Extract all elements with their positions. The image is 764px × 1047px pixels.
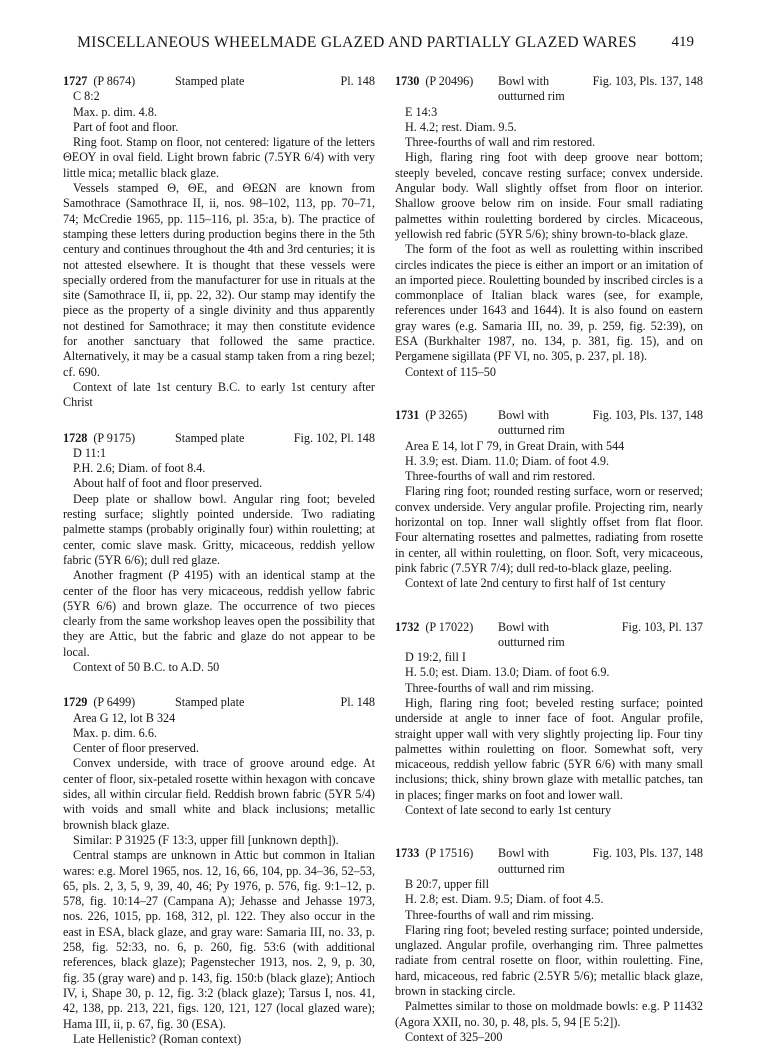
catalogue-number: 1731 — [395, 407, 420, 422]
deposit-field: E 14:3 — [405, 104, 438, 119]
context-paragraph: Context of late second to early 1st century — [405, 803, 612, 818]
figure-reference: Fig. 103, Pls. 137, 148 — [592, 846, 703, 861]
dimensions-field: Max. p. dim. 4.8. — [73, 104, 157, 119]
figure-reference: Fig. 103, Pl. 137 — [621, 619, 703, 634]
entry-heading — [395, 408, 703, 439]
inventory-number: (P 8674) — [93, 74, 136, 88]
deposit-field: D 19:2, fill I — [405, 650, 466, 665]
preservation-field: Three-fourths of wall and rim restored. — [405, 135, 596, 150]
entry-heading — [63, 431, 375, 446]
figure-reference: Fig. 103, Pls. 137, 148 — [592, 74, 703, 88]
inventory-number: (P 6499) — [93, 695, 136, 710]
catalogue-entry-1729 — [63, 695, 375, 1047]
dimensions-field: P.H. 2.6; Diam. of foot 8.4. — [73, 461, 206, 476]
preservation-field: Three-fourths of wall and rim restored. — [405, 469, 596, 484]
running-header — [60, 34, 694, 56]
vessel-type: Bowl with outturned rim — [498, 846, 565, 876]
entry-heading — [395, 620, 703, 651]
preservation-field: Center of floor preserved. — [73, 741, 199, 756]
catalogue-number: 1732 — [395, 619, 420, 634]
preservation-field: Part of foot and floor. — [73, 119, 179, 134]
plate-reference: Pl. 148 — [340, 695, 375, 710]
preservation-field: Three-fourths of wall and rim missing. — [405, 907, 594, 922]
comparanda-paragraph: Palmettes similar to those on moldmade bowls: e.g. P 11432 (Agora XXII, no. 30, p. 48, pls. 5, 94 [E 5:2]). — [395, 999, 703, 1029]
catalogue-number: 1730 — [395, 74, 420, 88]
catalogue-entry-1730 — [395, 74, 703, 380]
running-title: MISCELLANEOUS WHEELMADE GLAZED AND PARTIALLY GLAZED WARES — [77, 34, 637, 51]
description-paragraph: Convex underside, with trace of groove around edge. At center of floor, six-petaled rosette within hexagon with concave sides, all within circular field. Reddish brown fabric (5YR 5/4) with voids and small white and black inclusions; metallic brownish black glaze. — [63, 756, 375, 832]
discussion-paragraph: Another fragment (P 4195) with an identical stamp at the center of the floor has very micaceous, reddish yellow fabric (5YR 6/6) and brown glaze. The occurrence of two pieces clearly from the same workshop leaves open the possibility that they are Attic, but the fabric and glaze do not appear to be local. — [63, 568, 375, 659]
right-column — [395, 74, 703, 1045]
dimensions-field: H. 5.0; est. Diam. 13.0; Diam. of foot 6.9. — [405, 665, 610, 680]
context-paragraph: Context of late 1st century B.C. to early 1st century after Christ — [63, 379, 375, 410]
deposit-field: D 11:1 — [73, 445, 107, 460]
deposit-field: Area G 12, lot B 324 — [73, 710, 176, 725]
catalogue-number: 1727 — [63, 74, 88, 88]
inventory-number: (P 17022) — [425, 619, 474, 634]
inventory-number: (P 17516) — [425, 846, 474, 861]
similar-paragraph: Similar: P 31925 (F 13:3, upper fill [unknown depth]). — [73, 832, 339, 847]
vessel-type: Bowl with outturned rim — [498, 74, 565, 104]
context-paragraph: Context of 325–200 — [405, 1029, 503, 1044]
description-paragraph: High, flaring ring foot with deep groove near bottom; steeply beveled, concave resting surface; convex underside. Angular body. Wall slightly offset from floor on interior. Shallow groove below rim on inside. Four small radiating palmettes within rouletting bordered by circles. Micaceous, yellowish red fabric (5YR 5/6); shiny brown-to-black glaze. — [395, 150, 703, 241]
context-paragraph: Late Hellenistic? (Roman context) — [73, 1031, 242, 1046]
figure-reference: Fig. 103, Pls. 137, 148 — [592, 407, 703, 422]
page-number: 419 — [671, 34, 694, 50]
description-paragraph: Ring foot. Stamp on floor, not centered: ligature of the letters ΘΕΟΥ in oval field. Light brown fabric (7.5YR 6/4) with very little mica; metallic black glaze. — [63, 135, 375, 180]
deposit-field: Area E 14, lot Γ 79, in Great Drain, with 544 — [405, 438, 625, 453]
inventory-number: (P 9175) — [93, 430, 136, 445]
entry-heading — [395, 74, 703, 105]
entry-heading — [63, 74, 375, 89]
discussion-paragraph: The form of the foot as well as rouletting within inscribed circles indicates the piece is either an import or an imitation of an imported piece. Rouletting bounded by inscribed circles is a commonplace of Italian black wares (see, for example, references under 1643 and 1644). It is also found on eastern gray wares (e.g. Samaria III, no. 39, p. 259, fig. 52:39), on ESA (Burkhalter 1987, no. 134, p. 381, fig. 15), and on Pergamene sigillata (PF VI, no. 305, p. 237, pl. 18). — [395, 242, 703, 364]
vessel-type: Stamped plate — [175, 430, 245, 445]
context-paragraph: Context of late 2nd century to first half of 1st century — [405, 576, 666, 591]
description-paragraph: Flaring ring foot; rounded resting surface, worn or reserved; convex underside. Very angular profile. Projecting rim, nearly horizontal on top. Inner wall slightly offset from flat floor. Four alternating rosettes and palmettes, radiating from rosette in center, all within rouletting, on floor. Soft, very micaceous, pink fabric (7.5YR 7/4); dull red-to-black glaze, peeling. — [395, 484, 703, 575]
catalogue-entry-1728 — [63, 431, 375, 676]
preservation-field: Three-fourths of wall and rim missing. — [405, 680, 594, 695]
catalogue-number: 1728 — [63, 430, 88, 445]
catalogue-number: 1729 — [63, 695, 88, 710]
figure-reference: Fig. 102, Pl. 148 — [293, 430, 375, 445]
vessel-type: Bowl with outturned rim — [498, 407, 565, 438]
context-paragraph: Context of 50 B.C. to A.D. 50 — [73, 659, 220, 674]
catalogue-entry-1731 — [395, 408, 703, 592]
discussion-paragraph: Vessels stamped Θ, ΘΕ, and ΘΕΩΝ are known from Samothrace (Samothrace II, ii, nos. 98–102, 113, pp. 70–71, 74; McCredie 1965, pp. 115–116, pl. 35:a, b). The practice of stamping these letters during production begins there in the 5th century and continues throughout the 4th and 3rd centuries; it is not attested elsewhere. It is thought that these vessels were specially ordered from the manufacturer for use in rituals at the site (Samothrace II, ii, pp. 22, 32). Our stamp may identify the piece as the property of a single divinity and thus apparently not destined for Samothrace; it may then constitute evidence for another sanctuary that followed the same practice. Alternatively, it may be a casual stamp taken from a ring bezel; cf. 690. — [63, 181, 375, 379]
description-paragraph: Deep plate or shallow bowl. Angular ring foot; beveled resting surface; slightly pointed underside. Two radiating palmette stamps (probably originally four) within rouletting; at center, comic slave mask. Gritty, micaceous, reddish yellow fabric (5YR 6/6); dull red glaze. — [63, 491, 375, 567]
left-column — [63, 74, 375, 1047]
description-paragraph: Flaring ring foot; beveled resting surface; pointed underside, unglazed. Angular profile, overhanging rim. Three palmettes radiate from central rosette on floor, within rouletting. Fine, hard, micaceous, red fabric (2.5YR 5/6); metallic black glaze, brown in stacking circle. — [395, 922, 703, 999]
catalogue-entry-1732 — [395, 620, 703, 819]
inventory-number: (P 20496) — [425, 74, 474, 88]
vessel-type: Stamped plate — [175, 695, 245, 710]
dimensions-field: H. 4.2; rest. Diam. 9.5. — [405, 119, 517, 134]
deposit-field: B 20:7, upper fill — [405, 876, 489, 891]
context-paragraph: Context of 115–50 — [405, 364, 496, 379]
deposit-field: C 8:2 — [73, 89, 100, 104]
vessel-type: Stamped plate — [175, 74, 245, 88]
entry-heading — [63, 695, 375, 710]
preservation-field: About half of foot and floor preserved. — [73, 476, 263, 491]
vessel-type: Bowl with outturned rim — [498, 619, 565, 649]
plate-reference: Pl. 148 — [340, 74, 375, 88]
catalogue-entry-1727 — [63, 74, 375, 411]
dimensions-field: H. 2.8; est. Diam. 9.5; Diam. of foot 4.5. — [405, 892, 604, 907]
entry-heading — [395, 846, 703, 877]
dimensions-field: Max. p. dim. 6.6. — [73, 725, 157, 740]
description-paragraph: High, flaring ring foot; beveled resting surface; pointed underside at angle to inner face of foot. Angular profile, straight upper wall with very slightly projecting lip. Four tiny palmettes within rouletting on floor. Somewhat soft, very micaceous, reddish yellow fabric (5YR 6/6) with many small inclusions; thick, shiny brown glaze with metallic patches, tan in places; finger marks on foot and lower wall. — [395, 695, 703, 802]
catalogue-entry-1733 — [395, 846, 703, 1045]
dimensions-field: H. 3.9; est. Diam. 11.0; Diam. of foot 4.9. — [405, 453, 610, 468]
discussion-paragraph: Central stamps are unknown in Attic but common in Italian wares: e.g. Morel 1965, nos. 12, 16, 66, 104, pp. 34–36, 52–53, 65, pls. 2, 3, 5, 9, 39, 40, 46; Py 1976, p. 576, fig. 9:1–12, p. 578, fig. 10:14–27 (Campana A); Jehasse and Jehasse 1973, nos. 226, 1015, pp. 168, 312, pl. 122. They also occur in the east in ESA, black glaze, and gray ware: Samaria III, no. 33, p. 258, fig. 52:33, no. 6, p. 260, fig. 53:6 (with additional references, black glaze); Pagenstecher 1913, nos. 2, 9, p. 30, fig. 35 (gray ware) and p. 143, fig. 150:b (black glaze); Antioch IV, i, Shape 30, p. 12, fig. 3:2 (black glaze); Tarsus I, nos. 41, 42, 138, pp. 213, 221, figs. 120, 121, 127 (local glazed ware); Hama III, ii, p. 67, fig. 30 (ESA). — [63, 848, 375, 1031]
catalogue-number: 1733 — [395, 846, 420, 861]
inventory-number: (P 3265) — [425, 407, 468, 422]
